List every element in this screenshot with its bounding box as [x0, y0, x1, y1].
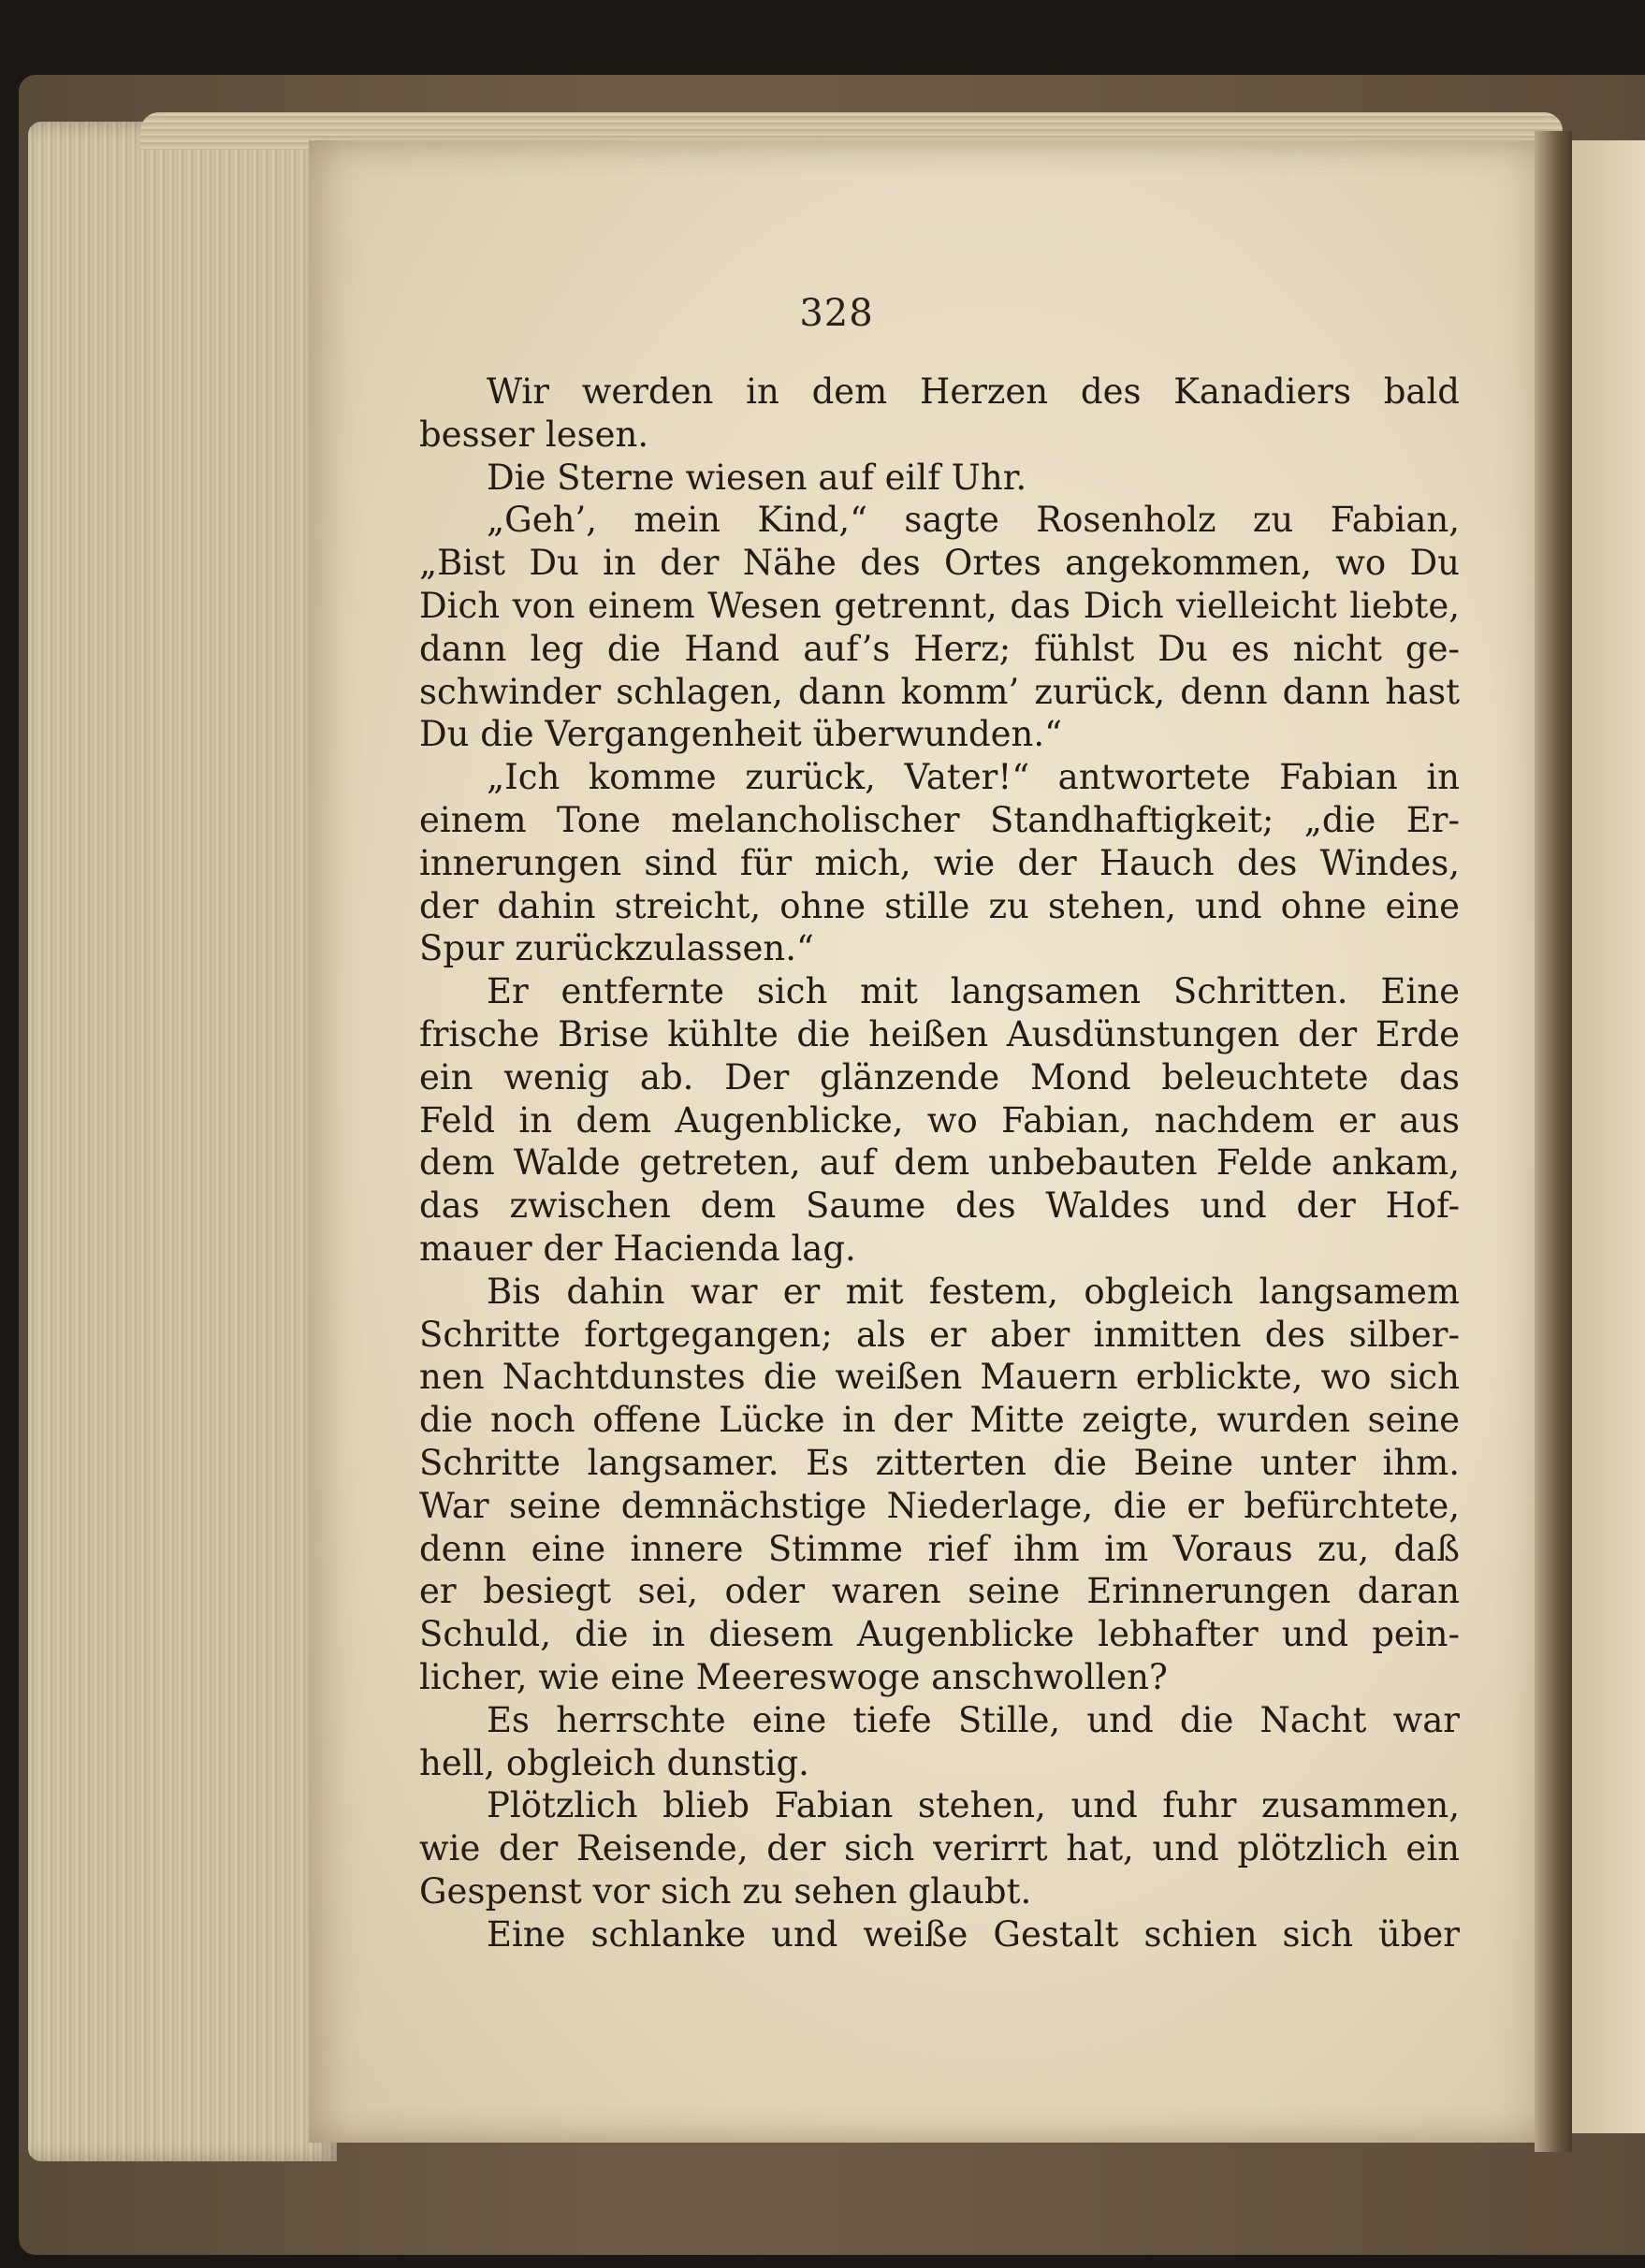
text-line: frische Brise kühlte die heißen Ausdünstungen der Erde	[419, 1013, 1460, 1054]
text-line: der dahin streicht, ohne stille zu stehen, und ohne eine	[419, 885, 1460, 926]
text-line: Gespenst vor sich zu sehen glaubt.	[419, 1870, 1032, 1912]
text-line: er besiegt sei, oder waren seine Erinnerungen daran	[419, 1571, 1460, 1612]
text-line: ein wenig ab. Der glänzende Mond beleuchtete das	[419, 1056, 1460, 1098]
text-line: Bis dahin war er mit festem, obgleich langsamem	[487, 1271, 1460, 1312]
text-line: das zwischen dem Saume des Waldes und der Hof-	[419, 1185, 1460, 1227]
text-line: Die Sterne wiesen auf eilf Uhr.	[487, 457, 1027, 498]
text-line: dann leg die Hand auf’s Herz; fühlst Du es nicht ge-	[419, 628, 1460, 669]
text-line: Er entfernte sich mit langsamen Schritten. Eine	[487, 971, 1460, 1012]
body-text	[419, 371, 1460, 1955]
text-line: mauer der Hacienda lag.	[419, 1228, 856, 1269]
text-line: innerungen sind für mich, wie der Hauch des Windes,	[419, 842, 1460, 883]
text-line: Plötzlich blieb Fabian stehen, und fuhr zusammen,	[487, 1785, 1460, 1826]
text-line: schwinder schlagen, dann komm’ zurück, denn dann hast	[419, 671, 1460, 712]
text-line: denn eine innere Stimme rief ihm im Voraus zu, daß	[419, 1528, 1460, 1569]
text-line: einem Tone melancholischer Standhaftigkeit; „die Er-	[419, 799, 1460, 840]
page-edges-left	[28, 122, 337, 2161]
text-line: Dich von einem Wesen getrennt, das Dich vielleicht liebte,	[419, 585, 1460, 626]
text-line: Spur zurückzulassen.“	[419, 928, 814, 969]
text-line: Eine schlanke und weiße Gestalt schien sich über	[487, 1913, 1460, 1955]
text-line: „Geh’, mein Kind,“ sagte Rosenholz zu Fabian,	[487, 500, 1460, 541]
text-line: Wir werden in dem Herzen des Kanadiers bald	[487, 371, 1460, 412]
text-line: „Bist Du in der Nähe des Ortes angekommen, wo Du	[419, 543, 1460, 584]
next-page-sliver	[1563, 140, 1645, 2133]
page-number: 328	[799, 292, 874, 335]
text-line: Es herrschte eine tiefe Stille, und die Nacht war	[487, 1699, 1460, 1740]
text-line: die noch offene Lücke in der Mitte zeigte, wurden seine	[419, 1400, 1460, 1441]
book-gutter	[1535, 131, 1572, 2152]
text-line: Schuld, die in diesem Augenblicke lebhafter und pein-	[419, 1614, 1460, 1655]
text-line: hell, obgleich dunstig.	[419, 1742, 809, 1783]
text-line: Du die Vergangenheit überwunden.“	[419, 714, 1063, 755]
text-line: Schritte fortgegangen; als er aber inmitten des silber-	[419, 1314, 1460, 1355]
text-line: licher, wie eine Meereswoge anschwollen?	[419, 1656, 1168, 1697]
text-line: War seine demnächstige Niederlage, die er befürchtete,	[419, 1485, 1460, 1526]
text-line: dem Walde getreten, auf dem unbebauten Felde ankam,	[419, 1142, 1460, 1184]
text-line: besser lesen.	[419, 414, 649, 455]
text-line: Schritte langsamer. Es zitterten die Beine unter ihm.	[419, 1442, 1460, 1483]
text-line: „Ich komme zurück, Vater!“ antwortete Fabian in	[487, 757, 1460, 798]
text-line: Feld in dem Augenblicke, wo Fabian, nachdem er aus	[419, 1099, 1460, 1141]
text-line: nen Nachtdunstes die weißen Mauern erblickte, wo sich	[419, 1357, 1460, 1398]
text-line: wie der Reisende, der sich verirrt hat, und plötzlich ein	[419, 1828, 1460, 1869]
